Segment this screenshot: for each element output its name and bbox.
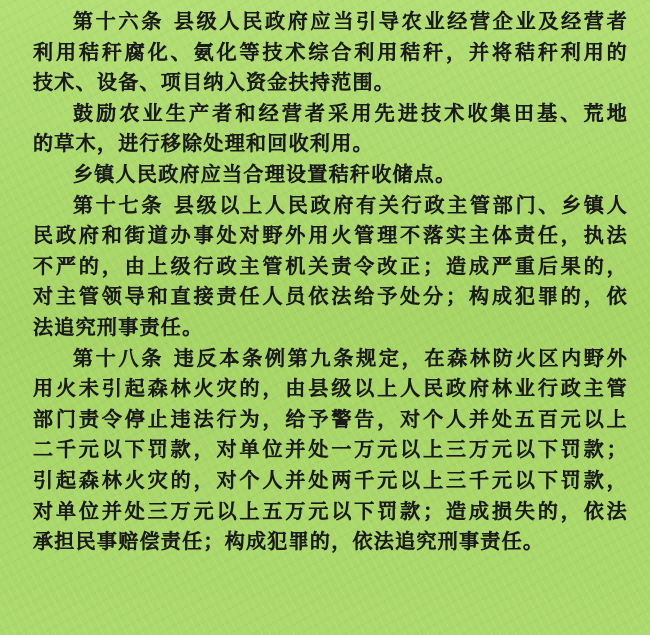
text-line: 用火未引起森林火灾的，由县级以上人民政府林业行政主管	[33, 376, 628, 401]
paragraph-article-16	[33, 6, 628, 98]
text-line: 引起森林火灾的，对个人并处两千元以上三千元以下罚款，	[33, 467, 628, 492]
paragraph-encourage	[33, 98, 628, 159]
text-line: 的草木，进行移除处理和回收利用。	[33, 131, 374, 156]
text-line: 对主管领导和直接责任人员依法给予处分；构成犯罪的，依	[33, 284, 628, 309]
text-line: 第十八条 违反本条例第九条规定，在森林防火区内野外	[73, 345, 628, 370]
document-body	[33, 6, 628, 557]
text-line: 对单位并处三万元以上五万元以下罚款；造成损失的，依法	[33, 498, 628, 523]
text-line: 鼓励农业生产者和经营者采用先进技术收集田基、荒地	[73, 100, 628, 125]
text-line: 民政府和街道办事处对野外用火管理不落实主体责任，执法	[33, 223, 628, 248]
text-line: 利用秸秆腐化、氨化等技术综合利用秸秆，并将秸秆利用的	[33, 39, 628, 64]
text-line: 部门责令停止违法行为，给予警告，对个人并处五百元以上	[33, 406, 628, 431]
text-line: 二千元以下罚款，对单位并处一万元以上三万元以下罚款；	[33, 437, 628, 462]
text-line: 第十六条 县级人民政府应当引导农业经营企业及经营者	[73, 9, 628, 33]
paragraph-storage-points	[33, 159, 628, 190]
text-line: 技术、设备、项目纳入资金扶持范围。	[33, 70, 396, 95]
paragraph-article-17	[33, 190, 628, 343]
text-line: 不严的，由上级行政主管机关责令改正；造成严重后果的，	[33, 253, 628, 278]
text-line: 承担民事赔偿责任；构成犯罪的，依法追究刑事责任。	[33, 529, 545, 554]
text-line: 法追究刑事责任。	[33, 314, 204, 339]
text-line: 第十七条 县级以上人民政府有关行政主管部门、乡镇人	[73, 192, 628, 217]
paragraph-article-18	[33, 343, 628, 557]
text-line: 乡镇人民政府应当合理设置秸秆收储点。	[73, 161, 457, 186]
